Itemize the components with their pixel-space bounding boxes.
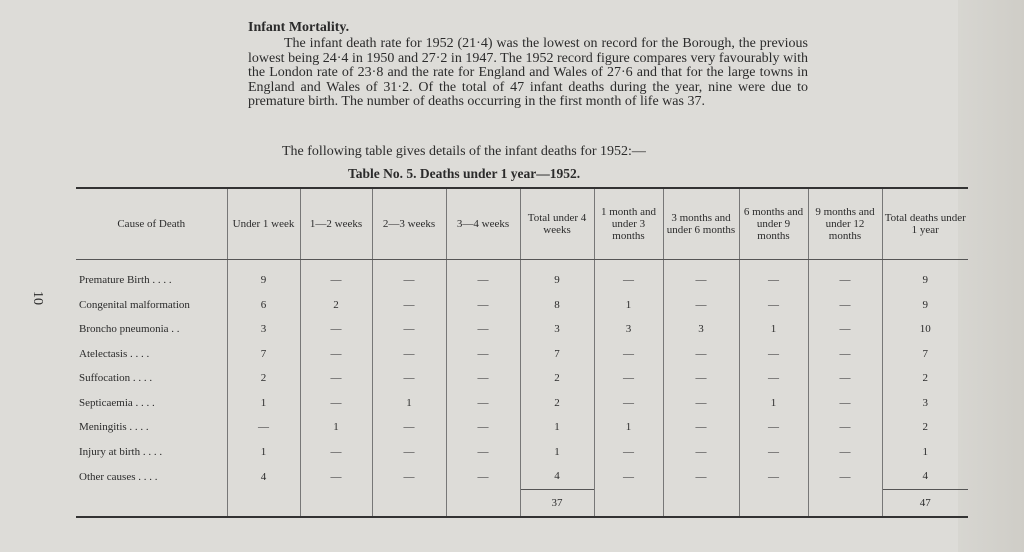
value-cell: 1	[594, 415, 663, 440]
value-cell: —	[663, 464, 739, 489]
table-row	[76, 415, 968, 440]
value-cell: —	[739, 464, 808, 489]
column-header: Cause of Death	[76, 188, 227, 260]
empty-cell	[808, 489, 882, 517]
value-cell: —	[663, 391, 739, 416]
column-header: 6 months and under 9 months	[739, 188, 808, 260]
totals-row	[76, 489, 968, 517]
value-cell: —	[808, 342, 882, 367]
value-cell: —	[300, 440, 372, 465]
value-cell: —	[372, 415, 446, 440]
value-cell: 1	[300, 415, 372, 440]
value-cell: 4	[227, 464, 300, 489]
value-cell: —	[594, 342, 663, 367]
value-cell: —	[300, 391, 372, 416]
column-header: 3 months and under 6 months	[663, 188, 739, 260]
value-cell: —	[594, 391, 663, 416]
value-cell: —	[227, 415, 300, 440]
value-cell: —	[808, 440, 882, 465]
value-cell: 2	[520, 391, 594, 416]
value-cell: 1	[882, 440, 968, 465]
value-cell: 9	[227, 268, 300, 293]
cause-cell: Congenital malformation	[79, 298, 190, 311]
value-cell: 1	[594, 293, 663, 318]
value-cell: —	[372, 464, 446, 489]
table-row	[76, 268, 968, 293]
value-cell: 6	[227, 293, 300, 318]
value-cell: —	[808, 268, 882, 293]
column-header: 9 months and under 12 months	[808, 188, 882, 260]
empty-cell	[76, 489, 227, 517]
cause-cell: Atelectasis . . . .	[79, 347, 150, 360]
value-cell: —	[808, 415, 882, 440]
value-cell: —	[446, 366, 520, 391]
value-cell: 3	[227, 317, 300, 342]
empty-cell	[663, 489, 739, 517]
deaths-table	[76, 187, 968, 518]
table-intro: The following table gives details of the infant deaths for 1952:—	[282, 144, 646, 159]
value-cell: 2	[882, 415, 968, 440]
value-cell: —	[808, 391, 882, 416]
value-cell: —	[446, 464, 520, 489]
empty-cell	[739, 489, 808, 517]
column-header: Total deaths under 1 year	[882, 188, 968, 260]
cause-cell: Premature Birth . . . .	[79, 274, 172, 287]
value-cell: —	[739, 268, 808, 293]
value-cell: —	[446, 317, 520, 342]
value-cell: —	[663, 366, 739, 391]
value-cell: 9	[520, 268, 594, 293]
value-cell: —	[594, 464, 663, 489]
value-cell: 7	[882, 342, 968, 367]
empty-cell	[372, 489, 446, 517]
table-row	[76, 293, 968, 318]
value-cell: 8	[520, 293, 594, 318]
cause-cell: Injury at birth . . . .	[79, 445, 163, 458]
table-row	[76, 440, 968, 465]
value-cell: —	[808, 317, 882, 342]
value-cell: —	[663, 440, 739, 465]
total-under-1-year: 47	[882, 489, 968, 517]
value-cell: 9	[882, 268, 968, 293]
value-cell: —	[663, 268, 739, 293]
value-cell: —	[300, 268, 372, 293]
value-cell: —	[594, 366, 663, 391]
value-cell: 7	[227, 342, 300, 367]
column-header: Total under 4 weeks	[520, 188, 594, 260]
column-header: 3—4 weeks	[446, 188, 520, 260]
value-cell: 3	[663, 317, 739, 342]
empty-cell	[594, 489, 663, 517]
value-cell: —	[372, 366, 446, 391]
value-cell: —	[372, 293, 446, 318]
value-cell: 4	[882, 464, 968, 489]
empty-cell	[446, 489, 520, 517]
value-cell: 2	[882, 366, 968, 391]
column-header: 1 month and under 3 months	[594, 188, 663, 260]
value-cell: —	[808, 464, 882, 489]
column-header: 2—3 weeks	[372, 188, 446, 260]
value-cell: —	[372, 268, 446, 293]
value-cell: —	[594, 440, 663, 465]
total-under-4-weeks: 37	[520, 489, 594, 517]
value-cell: 2	[520, 366, 594, 391]
table-row	[76, 391, 968, 416]
value-cell: 7	[520, 342, 594, 367]
column-header: Under 1 week	[227, 188, 300, 260]
table-row	[76, 366, 968, 391]
value-cell: 2	[300, 293, 372, 318]
value-cell: —	[739, 415, 808, 440]
value-cell: —	[300, 317, 372, 342]
value-cell: —	[739, 293, 808, 318]
table-row	[76, 464, 968, 489]
value-cell: —	[446, 440, 520, 465]
value-cell: —	[300, 366, 372, 391]
value-cell: —	[808, 293, 882, 318]
value-cell: —	[663, 342, 739, 367]
table-title: Table No. 5. Deaths under 1 year—1952.	[348, 166, 581, 181]
empty-cell	[227, 489, 300, 517]
value-cell: —	[739, 366, 808, 391]
value-cell: 1	[372, 391, 446, 416]
table-row	[76, 317, 968, 342]
table-body	[76, 260, 968, 517]
cause-cell: Broncho pneumonia . .	[79, 323, 180, 336]
value-cell: 3	[520, 317, 594, 342]
cause-cell: Meningitis . . . .	[79, 421, 149, 434]
section-heading: Infant Mortality.	[248, 20, 350, 35]
empty-cell	[300, 489, 372, 517]
value-cell: —	[663, 415, 739, 440]
value-cell: —	[446, 391, 520, 416]
value-cell: 9	[882, 293, 968, 318]
table-row	[76, 342, 968, 367]
value-cell: 3	[882, 391, 968, 416]
value-cell: 2	[227, 366, 300, 391]
value-cell: —	[372, 317, 446, 342]
value-cell: 1	[520, 440, 594, 465]
body-paragraph: The infant death rate for 1952 (21·4) was the lowest on record for the Borough, the previous lowest being 24·4 in 1950 and 27·2 in 1947. The 1952 record figure compares very favourably with the London rate of 23·8 and the rate for England and Wales of 27·6 and that for the large towns in England and Wales of 31·2. Of the total of 47 infant deaths during the year, nine were due to premature birth. The number of deaths occurring in the first month of life was 37.	[248, 36, 808, 110]
value-cell: —	[300, 342, 372, 367]
value-cell: —	[739, 342, 808, 367]
column-header: 1—2 weeks	[300, 188, 372, 260]
value-cell: —	[446, 293, 520, 318]
value-cell: —	[446, 268, 520, 293]
value-cell: —	[372, 342, 446, 367]
value-cell: 10	[882, 317, 968, 342]
value-cell: 1	[227, 440, 300, 465]
cause-cell: Other causes . . . .	[79, 470, 158, 483]
value-cell: 4	[520, 464, 594, 489]
value-cell: 1	[739, 391, 808, 416]
value-cell: —	[372, 440, 446, 465]
value-cell: —	[808, 366, 882, 391]
cause-cell: Suffocation . . . .	[79, 372, 153, 385]
value-cell: 1	[739, 317, 808, 342]
value-cell: 1	[227, 391, 300, 416]
page-number: 10	[30, 291, 45, 305]
cause-cell: Septicaemia . . . .	[79, 396, 155, 409]
value-cell: —	[446, 415, 520, 440]
value-cell: —	[663, 293, 739, 318]
value-cell: —	[446, 342, 520, 367]
value-cell: 1	[520, 415, 594, 440]
table-header-row	[76, 188, 968, 260]
value-cell: —	[594, 268, 663, 293]
value-cell: —	[739, 440, 808, 465]
value-cell: —	[300, 464, 372, 489]
value-cell: 3	[594, 317, 663, 342]
